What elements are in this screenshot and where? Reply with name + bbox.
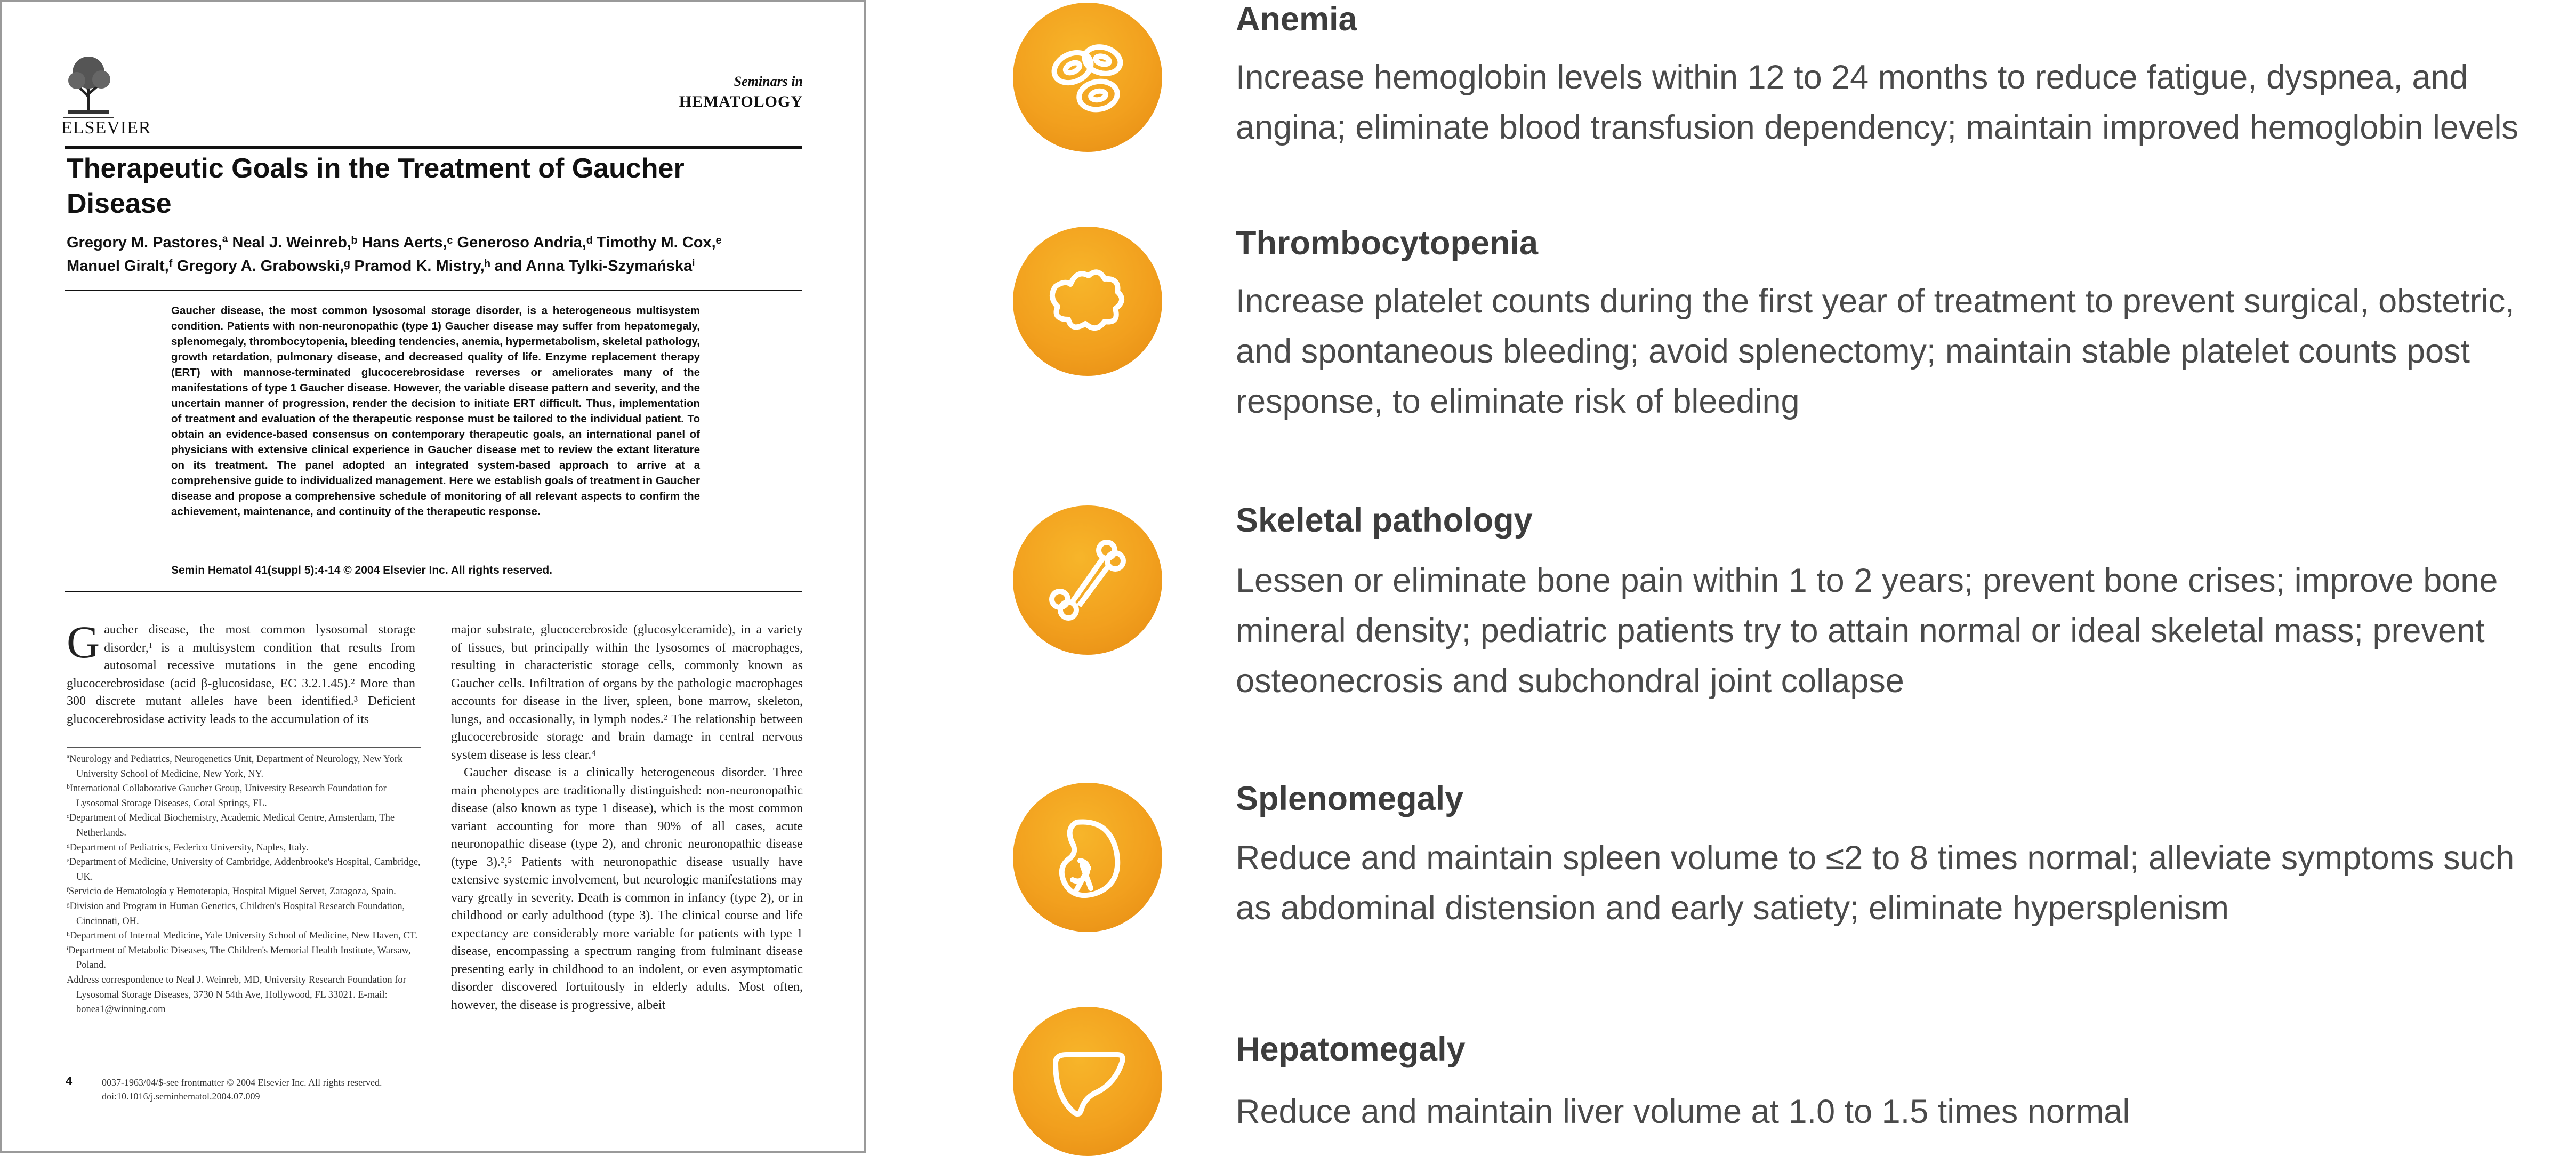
footnote-rule [67,747,421,748]
affiliation-item: ᵍDivision and Program in Human Genetics, Children's Hospital Research Foundation, Cincinnati, OH. [67,901,405,927]
author-list [67,231,813,278]
page-number: 4 [66,1074,73,1088]
goal-description-anemia [1236,52,2547,152]
red-blood-cells-icon [1013,3,1162,152]
affiliation-item: ᵇInternational Collaborative Gaucher Group, University Research Foundation for Lysosomal Storage Diseases, Coral Springs, FL. [67,783,387,809]
journal-name-line1: Seminars in [734,74,803,89]
publisher-name: ELSEVIER [61,118,151,138]
description-line: Reduce and maintain liver volume at 1.0 to 1.5 times normal [1236,1093,2130,1130]
goal-title-hepatomegaly: Hepatomegaly [1236,1031,1466,1068]
affiliation-item: ᵉDepartment of Medicine, University of Cambridge, Addenbrooke's Hospital, Cambridge, UK. [67,857,421,882]
description-line: response, to eliminate risk of bleeding [1236,383,1800,420]
copyright-line: 0037-1963/04/$-see frontmatter © 2004 Elsevier Inc. All rights reserved. [102,1077,382,1088]
affiliation-item: ªNeurology and Pediatrics, Neurogenetics Unit, Department of Neurology, New York University School of Medicine, New York, NY. [67,754,403,780]
journal-article-page [0,0,866,1153]
intro-text: aucher disease, the most common lysosomal storage disorder,¹ is a multisystem condition that results from autosomal recessive mutations in the gene encoding glucocerebrosidase (acid β-glucosidase, EC 3.2.1.45).² More than 300 discrete mutant alleles have been identified.³ Deficient glucocerebrosidase activity leads to the accumulation of its [67,623,415,726]
liver-icon [1013,1007,1162,1156]
doi-line: doi:10.1016/j.seminhematol.2004.07.009 [102,1091,260,1102]
drop-cap: G [67,616,100,668]
description-line: Lessen or eliminate bone pain within 1 to 2 years; prevent bone crises; improve bone [1236,562,2498,599]
abstract-rule [65,591,802,592]
body-paragraph: Gaucher disease is a clinically heterogeneous disorder. Three main phenotypes are traditionally distinguished: non-neuronopathic disease (also known as type 1 disease), which is the most common variant accounting for more than 90% of all cases, acute neuronopathic disease (type 2), and chronic neuronopathic disease (type 3).²,⁵ Patients with neuronopathic disease usually have extensive systemic involvement, but neurologic manifestations may vary greatly in severity. Death is common in infancy (type 2), or in childhood or early adulthood (type 3). The clinical course and life expectancy are considerably more variable for patients with type 1 disease, encompassing a spectrum ranging from fulminant disease presenting early in childhood to an indolent, or even asymptomatic disorder discovered fortuitously in elderly adults. Most often, however, the disease is progressive, albeit [451,766,803,1012]
description-line: as abdominal distension and early satiety; eliminate hypersplenism [1236,889,2229,927]
spleen-icon [1013,783,1162,932]
platelet-icon [1013,227,1162,376]
affiliation-item: ʰDepartment of Internal Medicine, Yale University School of Medicine, New Haven, CT. [67,930,418,942]
goal-description-hepatomegaly [1236,1087,2547,1137]
author-line-2: Manuel Giralt,ᶠ Gregory A. Grabowski,ᵍ Pramod K. Mistry,ʰ and Anna Tylki-Szymańskaⁱ [67,258,695,275]
description-line: Increase platelet counts during the first year of treatment to prevent surgical, obstetric, [1236,283,2515,320]
goal-description-thrombocytopenia [1236,276,2547,427]
description-line: and spontaneous bleeding; avoid splenectomy; maintain stable platelet counts post [1236,333,2470,370]
authors-rule [65,290,802,291]
goal-title-splenomegaly: Splenomegaly [1236,780,1464,817]
article-title: Therapeutic Goals in the Treatment of Gaucher Disease [67,153,685,219]
citation-line: Semin Hematol 41(suppl 5):4-14 © 2004 Elsevier Inc. All rights reserved. [171,564,552,576]
abstract: Gaucher disease, the most common lysosomal storage disorder, is a heterogeneous multisystem condition. Patients with non-neuronopathic (type 1) Gaucher disease may suffer from hepatomegaly, splenomegaly, thrombocytopenia, bleeding tendencies, anemia, hypermetabolism, skeletal pathology, growth retardation, pulmonary disease, and decreased quality of life. Enzyme replacement therapy (ERT) with mannose-terminated glucocerebrosidase reverses or ameliorates many of the manifestations of type 1 Gaucher disease. However, the variable disease pattern and severity, and the uncertain manner of progression, render the decision to initiate ERT difficult. Thus, implementation of treatment and evaluation of the therapeutic response must be tailored to the individual patient. To obtain an evidence-based consensus on contemporary therapeutic goals, an international panel of physicians with extensive clinical experience in Gaucher disease met to review the extant literature on its treatment. The panel adopted an integrated system-based approach to arrive at a comprehensive guide to individualized management. Here we establish goals of treatment in Gaucher disease and propose a comprehensive schedule of monitoring of all relevant aspects to confirm the achievement, maintenance, and continuity of the therapeutic response. [171,304,700,518]
journal-name-line2: HEMATOLOGY [679,93,803,110]
affiliation-item: ᵈDepartment of Pediatrics, Federico University, Naples, Italy. [67,842,309,853]
description-line: osteonecrosis and subchondral joint collapse [1236,662,1904,700]
goal-title-skeletal-pathology: Skeletal pathology [1236,502,1533,539]
goal-title-thrombocytopenia: Thrombocytopenia [1236,224,1539,262]
description-line: Reduce and maintain spleen volume to ≤2 to 8 times normal; alleviate symptoms such [1236,839,2515,877]
goal-description-skeletal-pathology [1236,556,2547,706]
journal-name [679,74,803,111]
affiliation-item: ᶜDepartment of Medical Biochemistry, Academic Medical Centre, Amsterdam, The Netherlands. [67,813,395,838]
right-column-text [451,621,803,1014]
affiliation-item: ⁱDepartment of Metabolic Diseases, The Children's Memorial Health Institute, Warsaw, Poland. [67,945,411,971]
description-line: mineral density; pediatric patients try to attain normal or ideal skeletal mass; prevent [1236,612,2485,649]
correspondence-address: Address correspondence to Neal J. Weinreb, MD, University Research Foundation for Lysosomal Storage Diseases, 3730 N 54th Ave, Hollywood, FL 33021. E-mail: bonea1@winning.com [67,974,406,1015]
description-line: Increase hemoglobin levels within 12 to 24 months to reduce fatigue, dyspnea, and [1236,59,2468,96]
bone-icon [1013,505,1162,655]
intro-paragraph [67,616,415,728]
header-rule [65,146,802,149]
author-line-1: Gregory M. Pastores,ª Neal J. Weinreb,ᵇ Hans Aerts,ᶜ Generoso Andria,ᵈ Timothy M. Cox,ᵉ [67,234,722,251]
description-line: angina; eliminate blood transfusion dependency; maintain improved hemoglobin levels [1236,109,2518,146]
affiliation-item: ᶠServicio de Hematología y Hemoterapia, Hospital Miguel Servet, Zaragoza, Spain. [67,886,396,897]
affiliations [67,752,421,1017]
body-paragraph: major substrate, glucocerebroside (glucosylceramide), in a variety of tissues, but principally within the lysosomes of macrophages, resulting in characteristic storage cells, commonly known as Gaucher cells. Infiltration of organs by the pathologic macrophages accounts for disease in the liver, spleen, bone marrow, skeleton, lungs, and occasionally, in lymph nodes.² The relationship between glucocerebroside storage and brain damage in central nervous system disease is less clear.⁴ [451,623,803,762]
article-footer [102,1075,382,1103]
goal-description-splenomegaly [1236,833,2547,933]
goal-title-anemia: Anemia [1236,1,1357,38]
